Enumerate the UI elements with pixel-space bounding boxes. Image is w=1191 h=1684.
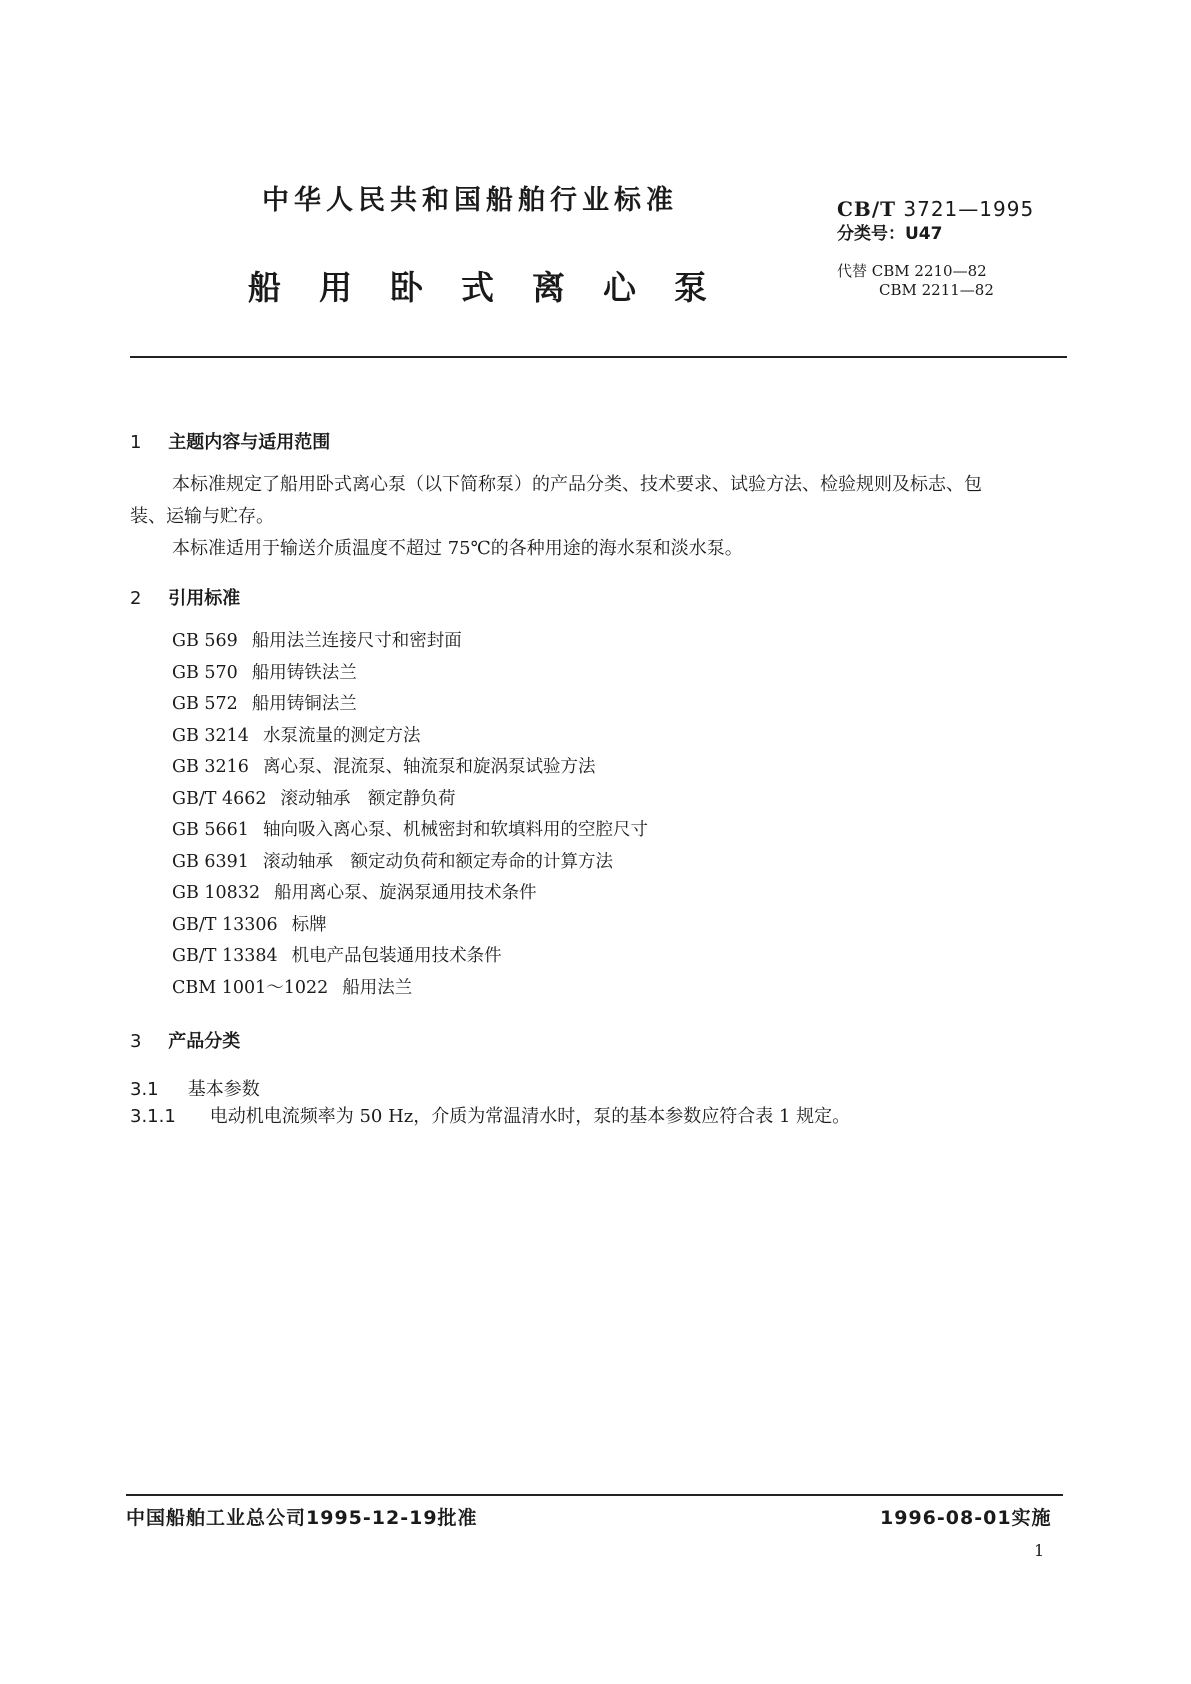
reference-code: GB 570 [172, 662, 238, 683]
section-title: 主题内容与适用范围 [168, 432, 331, 453]
reference-item [172, 784, 648, 816]
section-number: 1 [130, 432, 142, 453]
reference-name: 离心泵、混流泵、轴流泵和旋涡泵试验方法 [262, 757, 596, 777]
replaces-line-1 [837, 262, 994, 281]
reference-name: 船用法兰 [342, 977, 413, 998]
section-3-heading [130, 1027, 240, 1053]
reference-item [172, 973, 648, 1005]
subsection-title: 基本参数 [187, 1079, 260, 1100]
reference-name: 船用铸铜法兰 [251, 694, 357, 714]
document-title: 船用卧式离心泵 [248, 268, 745, 307]
standard-code-number: 3721—1995 [903, 197, 1035, 221]
section-2-heading [130, 584, 240, 610]
reference-item [172, 878, 648, 910]
subsection-body: 电动机电流频率为 50 Hz，介质为常温清水时，泵的基本参数应符合表 1 规定。 [209, 1106, 851, 1127]
replaces-standard: CBM 2210—82 [871, 262, 987, 280]
replaces-line-2 [837, 281, 994, 300]
subsection-number: 3.1 [130, 1079, 159, 1100]
reference-item [172, 752, 648, 784]
subsection-number: 3.1.1 [130, 1106, 176, 1127]
reference-code: GB/T 13384 [172, 946, 278, 966]
reference-item [172, 721, 648, 753]
section-1-paragraph-2: 本标准适用于输送介质温度不超过 75℃的各种用途的海水泵和淡水泵。 [172, 538, 743, 559]
reference-name: 滚动轴承 额定动负荷和额定寿命的计算方法 [262, 851, 613, 872]
effective-date: 1996-08-01实施 [880, 1507, 1052, 1529]
reference-code: GB 6391 [172, 851, 249, 872]
approval-line: 中国船舶工业总公司1995-12-19批准 [126, 1507, 478, 1529]
footer-divider [126, 1494, 1063, 1496]
reference-name: 标牌 [291, 914, 327, 935]
reference-code: GB 572 [172, 694, 238, 714]
reference-name: 机电产品包装通用技术条件 [291, 946, 502, 966]
standard-code-prefix: CB/T [837, 197, 897, 221]
reference-name: 船用离心泵、旋涡泵通用技术条件 [274, 883, 537, 903]
section-1-heading [130, 428, 330, 454]
reference-item [172, 658, 648, 690]
replaces-label: 代替 [837, 262, 868, 280]
reference-item [172, 910, 648, 942]
reference-list [172, 626, 648, 1004]
subsection-3-1-1-text [130, 1101, 850, 1133]
section-1-paragraph-1a: 本标准规定了船用卧式离心泵（以下简称泵）的产品分类、技术要求、试验方法、检验规则及标志、包 [172, 474, 982, 495]
reference-name: 船用法兰连接尺寸和密封面 [251, 631, 462, 651]
page-number: 1 [1034, 1541, 1045, 1560]
reference-item [172, 941, 648, 973]
classification-code: 分类号：U47 [837, 224, 943, 244]
subsection-3-1-heading [130, 1075, 260, 1101]
reference-code: GB 569 [172, 631, 238, 651]
reference-code: GB 3216 [172, 757, 249, 777]
reference-code: GB 5661 [172, 820, 249, 840]
section-title: 引用标准 [168, 588, 241, 609]
reference-item [172, 626, 648, 658]
standard-code [837, 197, 1034, 221]
reference-code: CBM 1001～1022 [172, 977, 329, 998]
section-number: 2 [130, 588, 142, 609]
replaces-block [837, 262, 994, 300]
reference-code: GB 10832 [172, 883, 261, 903]
header-divider [130, 356, 1067, 358]
replaces-standard: CBM 2211—82 [879, 281, 994, 299]
reference-code: GB 3214 [172, 725, 249, 746]
reference-item [172, 815, 648, 847]
reference-item [172, 847, 648, 879]
standard-title: 中华人民共和国船舶行业标准 [262, 185, 678, 216]
section-1-paragraph-1b: 装、运输与贮存。 [130, 506, 274, 527]
reference-item [172, 689, 648, 721]
reference-name: 船用铸铁法兰 [251, 662, 357, 683]
reference-name: 滚动轴承 额定静负荷 [280, 788, 456, 809]
reference-name: 水泵流量的测定方法 [262, 725, 421, 746]
reference-code: GB/T 4662 [172, 788, 267, 809]
section-number: 3 [130, 1031, 142, 1052]
reference-code: GB/T 13306 [172, 914, 278, 935]
reference-name: 轴向吸入离心泵、机械密封和软填料用的空腔尺寸 [262, 820, 648, 840]
section-title: 产品分类 [168, 1031, 241, 1052]
